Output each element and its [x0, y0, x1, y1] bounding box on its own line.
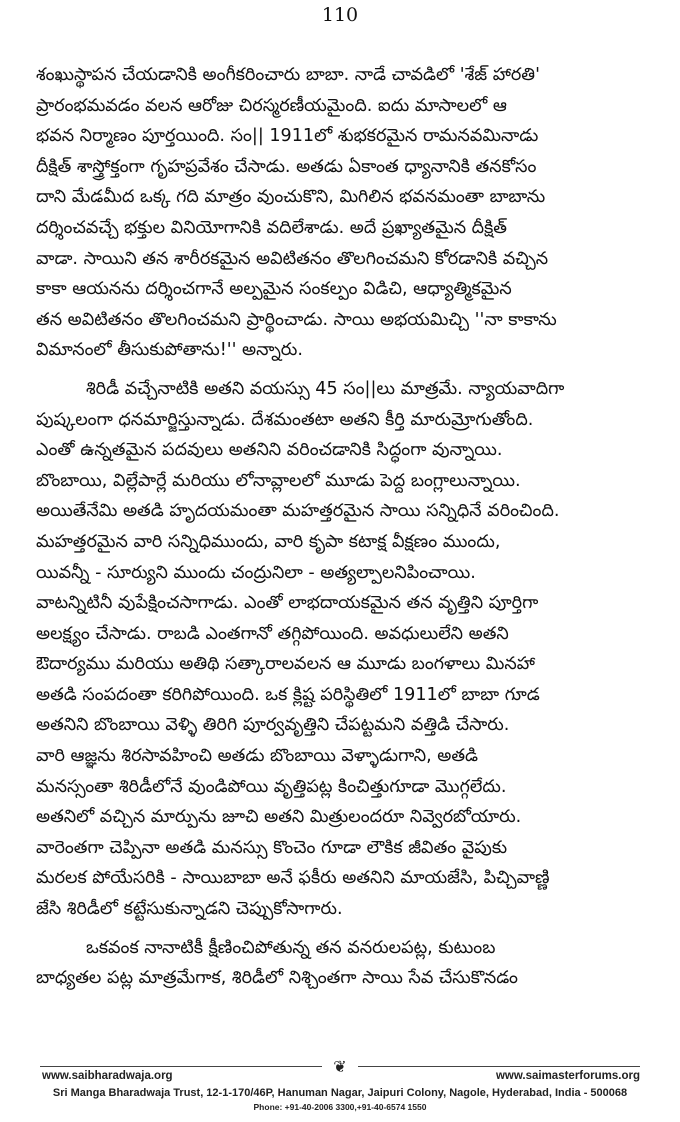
- text-line: యివన్నీ - సూర్యుని ముందు చంద్రునిలా - అత్యల్పాలనిపించాయి.: [36, 562, 476, 583]
- text-line: మహత్తరమైన వారి సన్నిధిముందు, వారి కృపా కటాక్ష వీక్షణం ముందు,: [36, 531, 501, 552]
- text-line: భవన నిర్మాణం పూర్తయింది. సం|| 1911లో శుభకరమైన రామనవమినాడు: [36, 126, 539, 147]
- footer-phone: Phone: +91-40-2006 3300,+91-40-6574 1550: [253, 1102, 427, 1112]
- text-line: మనస్సంతా శిరిడీలోనే వుండిపోయి వృత్తిపట్ల కించిత్తుగూడా మొగ్గలేదు.: [36, 776, 507, 797]
- text-line: విమానంలో తీసుకుపోతాను!'' అన్నారు.: [36, 340, 303, 361]
- text-line: దీక్షిత్ శాస్త్రోక్తంగా గృహప్రవేశం చేసాడు. అతడు ఏకాంత ధ్యానానికి తనకోసం: [36, 156, 537, 177]
- paragraph: [36, 374, 646, 925]
- text-line: మరలక పోయేసరికి - సాయిబాబా అనే ఫకీరు అతనిని మాయజేసి, పిచ్చివాణ్ణి: [36, 868, 550, 889]
- text-line: ఒకవంక నానాటికీ క్షీణించిపోతున్న తన వనరులపట్ల, కుటుంబ: [86, 937, 496, 958]
- text-line: వారెంతగా చెప్పినా అతడి మనస్సు కొంచెం గూడా లౌకిక జీవితం వైపుకు: [36, 837, 508, 858]
- body-text: [36, 60, 646, 994]
- text-line: శంఖుస్థాపన చేయడానికి అంగీకరించారు బాబా. నాడే చావడిలో 'శేజ్ హారతి': [36, 65, 540, 85]
- text-line: వాటన్నిటినీ వుపేక్షించసాగాడు. ఎంతో లాభదాయకమైన తన వృత్తిని పూర్తిగా: [36, 593, 539, 614]
- text-line: బాధ్యతల పట్ల మాత్రమేగాక, శిరిడీలో నిశ్చింతగా సాయి సేవ చేసుకొనడం: [36, 968, 518, 989]
- footer-website-link-right[interactable]: www.saimasterforums.org: [495, 1070, 640, 1082]
- text-line: కాకా ఆయనను దర్శించగానే అల్పమైన సంకల్పం విడిచి, ఆధ్యాత్మికమైన: [36, 279, 512, 300]
- text-line: దాని మేడమీద ఒక్క గది మాత్రం వుంచుకొని, మిగిలిన భవనమంతా బాబాను: [36, 187, 546, 208]
- text-line: అయితేనేమి అతడి హృదయమంతా మహత్తరమైన సాయి సన్నిధినే వరించింది.: [36, 501, 560, 522]
- paragraph-gap: [36, 366, 646, 374]
- paragraph: [36, 60, 646, 366]
- paragraph: [36, 933, 646, 994]
- footer-address: Sri Manga Bharadwaja Trust, 12-1-170/46P, Hanuman Nagar, Jaipuri Colony, Nagole, Hyderabad, India - 500068: [52, 1087, 628, 1099]
- text-line: ఎంతో ఉన్నతమైన పదవులు అతనిని వరించడానికి సిద్ధంగా వున్నాయి.: [36, 440, 503, 461]
- text-line: బొంబాయి, విల్లేపార్లే మరియు లోనావ్లాలలో మూడు పెద్ద బంగ్లాలున్నాయి.: [36, 470, 521, 491]
- text-line: అతనిలో వచ్చిన మార్పును జూచి అతని మిత్రులందరూ నివ్వెరబోయారు.: [36, 807, 522, 828]
- page-number: 110: [321, 4, 359, 26]
- text-line: శిరిడీ వచ్చేనాటికి అతని వయస్సు 45 సం||లు మాత్రమే. న్యాయవాదిగా: [86, 378, 565, 399]
- footer-ornament-icon: ❦: [322, 1057, 358, 1077]
- text-line: ప్రారంభమవడం వలన ఆరోజు చిరస్మరణీయమైంది. ఐదు మాసాలలో ఆ: [36, 95, 507, 116]
- text-line: పుష్కలంగా ధనమార్జిస్తున్నాడు. దేశమంతటా అతని కీర్తి మారుమ్రోగుతోంది.: [36, 409, 534, 430]
- text-line: ఔదార్యము మరియు అతిథి సత్కారాలవలన ఆ మూడు బంగళాలు మినహా: [36, 654, 535, 675]
- text-line: వారి ఆజ్ఞను శిరసావహించి అతడు బొంబాయి వెళ్ళాడుగాని, అతడి: [36, 746, 479, 767]
- text-line: జేసి శిరిడీలో కట్టేసుకున్నాడని చెప్పుకోసాగారు.: [36, 899, 343, 920]
- text-line: అలక్ష్యం చేసాడు. రాబడి ఎంతగానో తగ్గిపోయింది. అవధులులేని అతని: [36, 623, 509, 644]
- text-line: అతడి సంపదంతా కరిగిపోయింది. ఒక క్లిష్ట పరిస్థితిలో 1911లో బాబా గూడ: [36, 684, 540, 705]
- text-line: తన అవిటితనం తొలగించమని ప్రార్థించాడు. సాయి అభయమిచ్చి ''నా కాకాను: [36, 309, 557, 330]
- footer-website-link-left[interactable]: www.saibharadwaja.org: [42, 1070, 173, 1082]
- text-line: అతనిని బొంబాయి వెళ్ళి తిరిగి పూర్వవృత్తిని చేపట్టమని వత్తిడి చేసారు.: [36, 715, 510, 736]
- text-line: దర్శించవచ్చే భక్తుల వినియోగానికి వదిలేశాడు. అదే ప్రఖ్యాతమైన దీక్షిత్: [36, 217, 507, 238]
- text-line: వాడా. సాయిని తన శారీరకమైన అవిటితనం తొలగించమని కోరడానికి వచ్చిన: [36, 248, 549, 269]
- paragraph-gap: [36, 925, 646, 933]
